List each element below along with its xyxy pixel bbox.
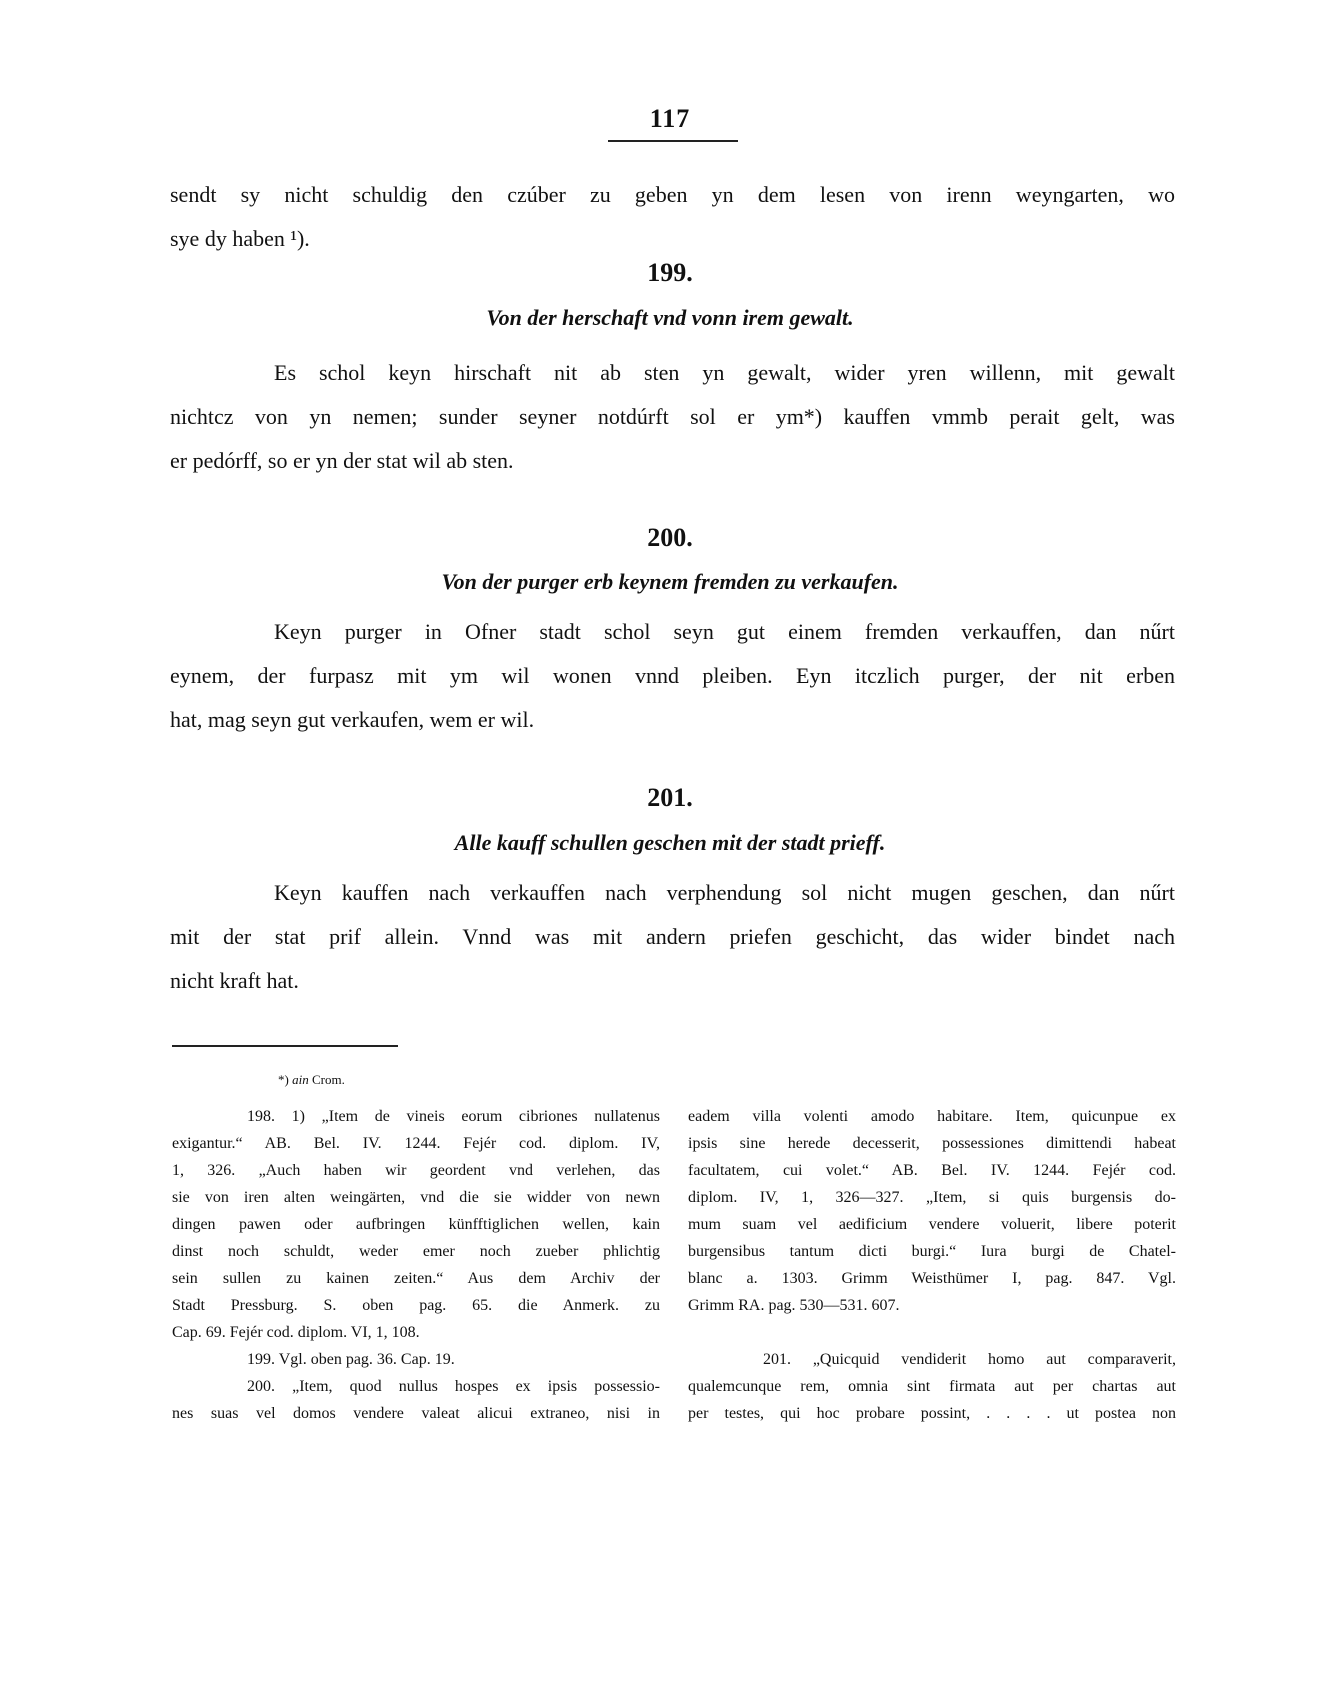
footnote-italic: ain — [292, 1072, 309, 1087]
footnotes-left-column — [172, 1103, 660, 1427]
footnote-line: blanc a. 1303. Grimm Weisthümer I, pag. 847. Vgl. — [688, 1270, 1176, 1287]
footnote-line: exigantur.“ AB. Bel. IV. 1244. Fejér cod. diplom. IV, — [172, 1135, 660, 1152]
footnote-line: Grimm RA. pag. 530—531. 607. — [688, 1297, 900, 1314]
section-number-200: 200. — [647, 523, 693, 552]
footnote-line: facultatem, cui volet.“ AB. Bel. IV. 1244. Fejér cod. — [688, 1162, 1176, 1179]
footnote-line: Stadt Pressburg. S. oben pag. 65. die Anmerk. zu — [172, 1297, 660, 1314]
footnote-line: Cap. 69. Fejér cod. diplom. VI, 1, 108. — [172, 1324, 420, 1341]
footnote-line: 200. „Item, quod nullus hospes ex ipsis possessio- — [247, 1378, 660, 1395]
footnote-star — [278, 1072, 345, 1088]
section-number-199: 199. — [647, 258, 693, 287]
footnote-line: ipsis sine herede decesserit, possessiones dimittendi habeat — [688, 1135, 1176, 1152]
footnote-line: 199. Vgl. oben pag. 36. Cap. 19. — [247, 1351, 455, 1368]
section-body-201 — [170, 871, 1175, 1003]
footnote-line: per testes, qui hoc probare possint, . . . . ut postea non — [688, 1405, 1176, 1422]
footnote-line: 1, 326. „Auch haben wir geordent vnd verlehen, das — [172, 1162, 660, 1179]
footnote-line: eadem villa volenti amodo habitare. Item, quicunpue ex — [688, 1108, 1176, 1125]
section-body-200 — [170, 610, 1175, 742]
text-line: mit der stat prif allein. Vnnd was mit andern priefen geschicht, das wider bindet nach — [170, 924, 1175, 949]
footnote-gap — [688, 1319, 1176, 1346]
footnote-line: dinst noch schuldt, weder emer noch zueber phlichtig — [172, 1243, 660, 1260]
text-line: Keyn purger in Ofner stadt schol seyn gut einem fremden verkauffen, dan nűrt — [274, 619, 1175, 644]
text-line: sendt sy nicht schuldig den czúber zu geben yn dem lesen von irenn weyngarten, wo — [170, 182, 1175, 207]
section-title-201: Alle kauff schullen geschen mit der stadt prieff. — [454, 830, 886, 855]
footnote-separator — [172, 1045, 398, 1047]
footnote-line: 198. 1) „Item de vineis eorum cibriones nullatenus — [247, 1108, 660, 1125]
footnote-line: nes suas vel domos vendere valeat alicui extraneo, nisi in — [172, 1405, 660, 1422]
footnote-line: burgensibus tantum dicti burgi.“ Iura burgi de Chatel- — [688, 1243, 1176, 1260]
footnote-line: 201. „Quicquid vendiderit homo aut comparaverit, — [763, 1351, 1176, 1368]
section-title-200: Von der purger erb keynem fremden zu verkaufen. — [441, 569, 899, 594]
text-line: hat, mag seyn gut verkaufen, wem er wil. — [170, 707, 535, 732]
text-line: eynem, der furpasz mit ym wil wonen vnnd pleiben. Eyn itczlich purger, der nit erben — [170, 663, 1175, 688]
section-body-199 — [170, 351, 1175, 483]
footnote-line: dingen pawen oder aufbringen künfftiglichen wellen, kain — [172, 1216, 660, 1233]
text-line: nicht kraft hat. — [170, 968, 299, 993]
text-line: nichtcz von yn nemen; sunder seyner notdúrft sol er ym*) kauffen vmmb perait gelt, was — [170, 404, 1175, 429]
footnote-line: qualemcunque rem, omnia sint firmata aut per chartas aut — [688, 1378, 1176, 1395]
footnotes-right-column — [688, 1103, 1176, 1427]
footnote-line: sein sullen zu kainen zeiten.“ Aus dem Archiv der — [172, 1270, 660, 1287]
footnote-line: mum suam vel aedificium vendere voluerit, libere poterit — [688, 1216, 1176, 1233]
text-line: Keyn kauffen nach verkauffen nach verphendung sol nicht mugen geschen, dan nűrt — [274, 880, 1175, 905]
page-number-rule — [608, 140, 738, 142]
text-line: er pedórff, so er yn der stat wil ab sten. — [170, 448, 514, 473]
text-line: sye dy haben ¹). — [170, 226, 310, 251]
footnote-marker: *) — [278, 1072, 289, 1087]
footnote-line: sie von iren alten weingärten, vnd die sie widder von newn — [172, 1189, 660, 1206]
footnote-text: Crom. — [311, 1072, 345, 1087]
section-number-201: 201. — [647, 783, 693, 812]
intro-paragraph — [170, 173, 1175, 261]
text-line: Es schol keyn hirschaft nit ab sten yn gewalt, wider yren willenn, mit gewalt — [274, 360, 1175, 385]
footnote-line: diplom. IV, 1, 326—327. „Item, si quis burgensis do- — [688, 1189, 1176, 1206]
section-title-199: Von der herschaft vnd vonn irem gewalt. — [486, 305, 854, 330]
page-number: 117 — [649, 104, 691, 133]
